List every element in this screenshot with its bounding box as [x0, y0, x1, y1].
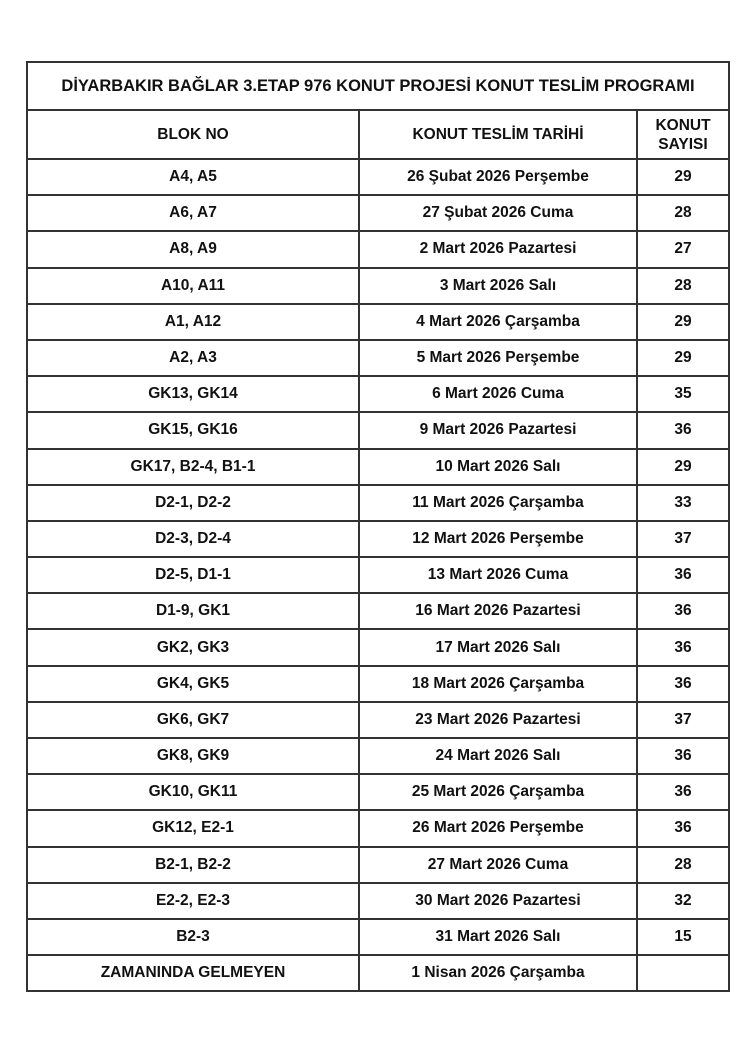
cell-blok-no: B2-1, B2-2	[27, 847, 359, 883]
cell-konut-sayisi: 36	[637, 593, 729, 629]
delivery-schedule-table	[26, 61, 730, 992]
cell-konut-sayisi: 15	[637, 919, 729, 955]
cell-blok-no: GK6, GK7	[27, 702, 359, 738]
cell-blok-no: A4, A5	[27, 159, 359, 195]
table-row	[27, 774, 729, 810]
cell-konut-sayisi: 33	[637, 485, 729, 521]
cell-konut-sayisi	[637, 955, 729, 991]
table-row	[27, 340, 729, 376]
cell-teslim-tarihi: 27 Şubat 2026 Cuma	[359, 195, 637, 231]
cell-konut-sayisi: 28	[637, 847, 729, 883]
cell-teslim-tarihi: 16 Mart 2026 Pazartesi	[359, 593, 637, 629]
table-row	[27, 629, 729, 665]
cell-blok-no: B2-3	[27, 919, 359, 955]
table-row	[27, 376, 729, 412]
cell-blok-no: GK4, GK5	[27, 666, 359, 702]
cell-konut-sayisi: 29	[637, 159, 729, 195]
cell-teslim-tarihi: 23 Mart 2026 Pazartesi	[359, 702, 637, 738]
table-row	[27, 485, 729, 521]
table-row	[27, 195, 729, 231]
cell-teslim-tarihi: 2 Mart 2026 Pazartesi	[359, 231, 637, 267]
cell-blok-no: D2-1, D2-2	[27, 485, 359, 521]
cell-teslim-tarihi: 17 Mart 2026 Salı	[359, 629, 637, 665]
cell-teslim-tarihi: 30 Mart 2026 Pazartesi	[359, 883, 637, 919]
table-row	[27, 847, 729, 883]
cell-teslim-tarihi: 9 Mart 2026 Pazartesi	[359, 412, 637, 448]
cell-teslim-tarihi: 4 Mart 2026 Çarşamba	[359, 304, 637, 340]
table-row	[27, 231, 729, 267]
cell-teslim-tarihi: 25 Mart 2026 Çarşamba	[359, 774, 637, 810]
table-row	[27, 268, 729, 304]
table-row	[27, 883, 729, 919]
cell-teslim-tarihi: 3 Mart 2026 Salı	[359, 268, 637, 304]
title-row	[27, 62, 729, 110]
cell-konut-sayisi: 36	[637, 810, 729, 846]
cell-blok-no: D2-3, D2-4	[27, 521, 359, 557]
cell-konut-sayisi: 28	[637, 195, 729, 231]
table-row	[27, 810, 729, 846]
table-row	[27, 955, 729, 991]
cell-konut-sayisi: 32	[637, 883, 729, 919]
cell-blok-no: E2-2, E2-3	[27, 883, 359, 919]
cell-blok-no: ZAMANINDA GELMEYEN	[27, 955, 359, 991]
cell-konut-sayisi: 29	[637, 449, 729, 485]
cell-konut-sayisi: 37	[637, 702, 729, 738]
cell-blok-no: GK15, GK16	[27, 412, 359, 448]
cell-konut-sayisi: 36	[637, 666, 729, 702]
table-row	[27, 666, 729, 702]
cell-blok-no: A1, A12	[27, 304, 359, 340]
cell-teslim-tarihi: 1 Nisan 2026 Çarşamba	[359, 955, 637, 991]
table-row	[27, 702, 729, 738]
header-konut-sayisi	[637, 110, 729, 159]
header-konut-sayisi-line2: SAYISI	[658, 135, 708, 153]
cell-blok-no: A8, A9	[27, 231, 359, 267]
cell-konut-sayisi: 37	[637, 521, 729, 557]
cell-konut-sayisi: 36	[637, 629, 729, 665]
cell-konut-sayisi: 36	[637, 412, 729, 448]
table-title: DİYARBAKIR BAĞLAR 3.ETAP 976 KONUT PROJESİ KONUT TESLİM PROGRAMI	[27, 62, 729, 110]
cell-teslim-tarihi: 27 Mart 2026 Cuma	[359, 847, 637, 883]
cell-konut-sayisi: 29	[637, 340, 729, 376]
cell-teslim-tarihi: 11 Mart 2026 Çarşamba	[359, 485, 637, 521]
cell-teslim-tarihi: 10 Mart 2026 Salı	[359, 449, 637, 485]
cell-konut-sayisi: 29	[637, 304, 729, 340]
cell-konut-sayisi: 28	[637, 268, 729, 304]
table-row	[27, 557, 729, 593]
table-row	[27, 738, 729, 774]
cell-blok-no: A2, A3	[27, 340, 359, 376]
cell-teslim-tarihi: 26 Şubat 2026 Perşembe	[359, 159, 637, 195]
header-konut-sayisi-line1: KONUT	[655, 116, 711, 134]
cell-teslim-tarihi: 24 Mart 2026 Salı	[359, 738, 637, 774]
cell-teslim-tarihi: 18 Mart 2026 Çarşamba	[359, 666, 637, 702]
header-blok-no: BLOK NO	[27, 110, 359, 159]
cell-blok-no: D2-5, D1-1	[27, 557, 359, 593]
cell-blok-no: A10, A11	[27, 268, 359, 304]
header-teslim-tarihi: KONUT TESLİM TARİHİ	[359, 110, 637, 159]
cell-blok-no: A6, A7	[27, 195, 359, 231]
cell-teslim-tarihi: 13 Mart 2026 Cuma	[359, 557, 637, 593]
cell-blok-no: GK8, GK9	[27, 738, 359, 774]
cell-konut-sayisi: 35	[637, 376, 729, 412]
cell-konut-sayisi: 27	[637, 231, 729, 267]
cell-blok-no: GK12, E2-1	[27, 810, 359, 846]
cell-blok-no: D1-9, GK1	[27, 593, 359, 629]
cell-konut-sayisi: 36	[637, 557, 729, 593]
cell-blok-no: GK10, GK11	[27, 774, 359, 810]
cell-blok-no: GK13, GK14	[27, 376, 359, 412]
table-row	[27, 449, 729, 485]
cell-teslim-tarihi: 12 Mart 2026 Perşembe	[359, 521, 637, 557]
table-row	[27, 593, 729, 629]
cell-teslim-tarihi: 31 Mart 2026 Salı	[359, 919, 637, 955]
table-row	[27, 412, 729, 448]
cell-teslim-tarihi: 26 Mart 2026 Perşembe	[359, 810, 637, 846]
cell-teslim-tarihi: 5 Mart 2026 Perşembe	[359, 340, 637, 376]
table-row	[27, 304, 729, 340]
cell-konut-sayisi: 36	[637, 774, 729, 810]
header-row	[27, 110, 729, 159]
table-row	[27, 521, 729, 557]
cell-blok-no: GK17, B2-4, B1-1	[27, 449, 359, 485]
cell-blok-no: GK2, GK3	[27, 629, 359, 665]
cell-teslim-tarihi: 6 Mart 2026 Cuma	[359, 376, 637, 412]
table-row	[27, 159, 729, 195]
table-row	[27, 919, 729, 955]
cell-konut-sayisi: 36	[637, 738, 729, 774]
